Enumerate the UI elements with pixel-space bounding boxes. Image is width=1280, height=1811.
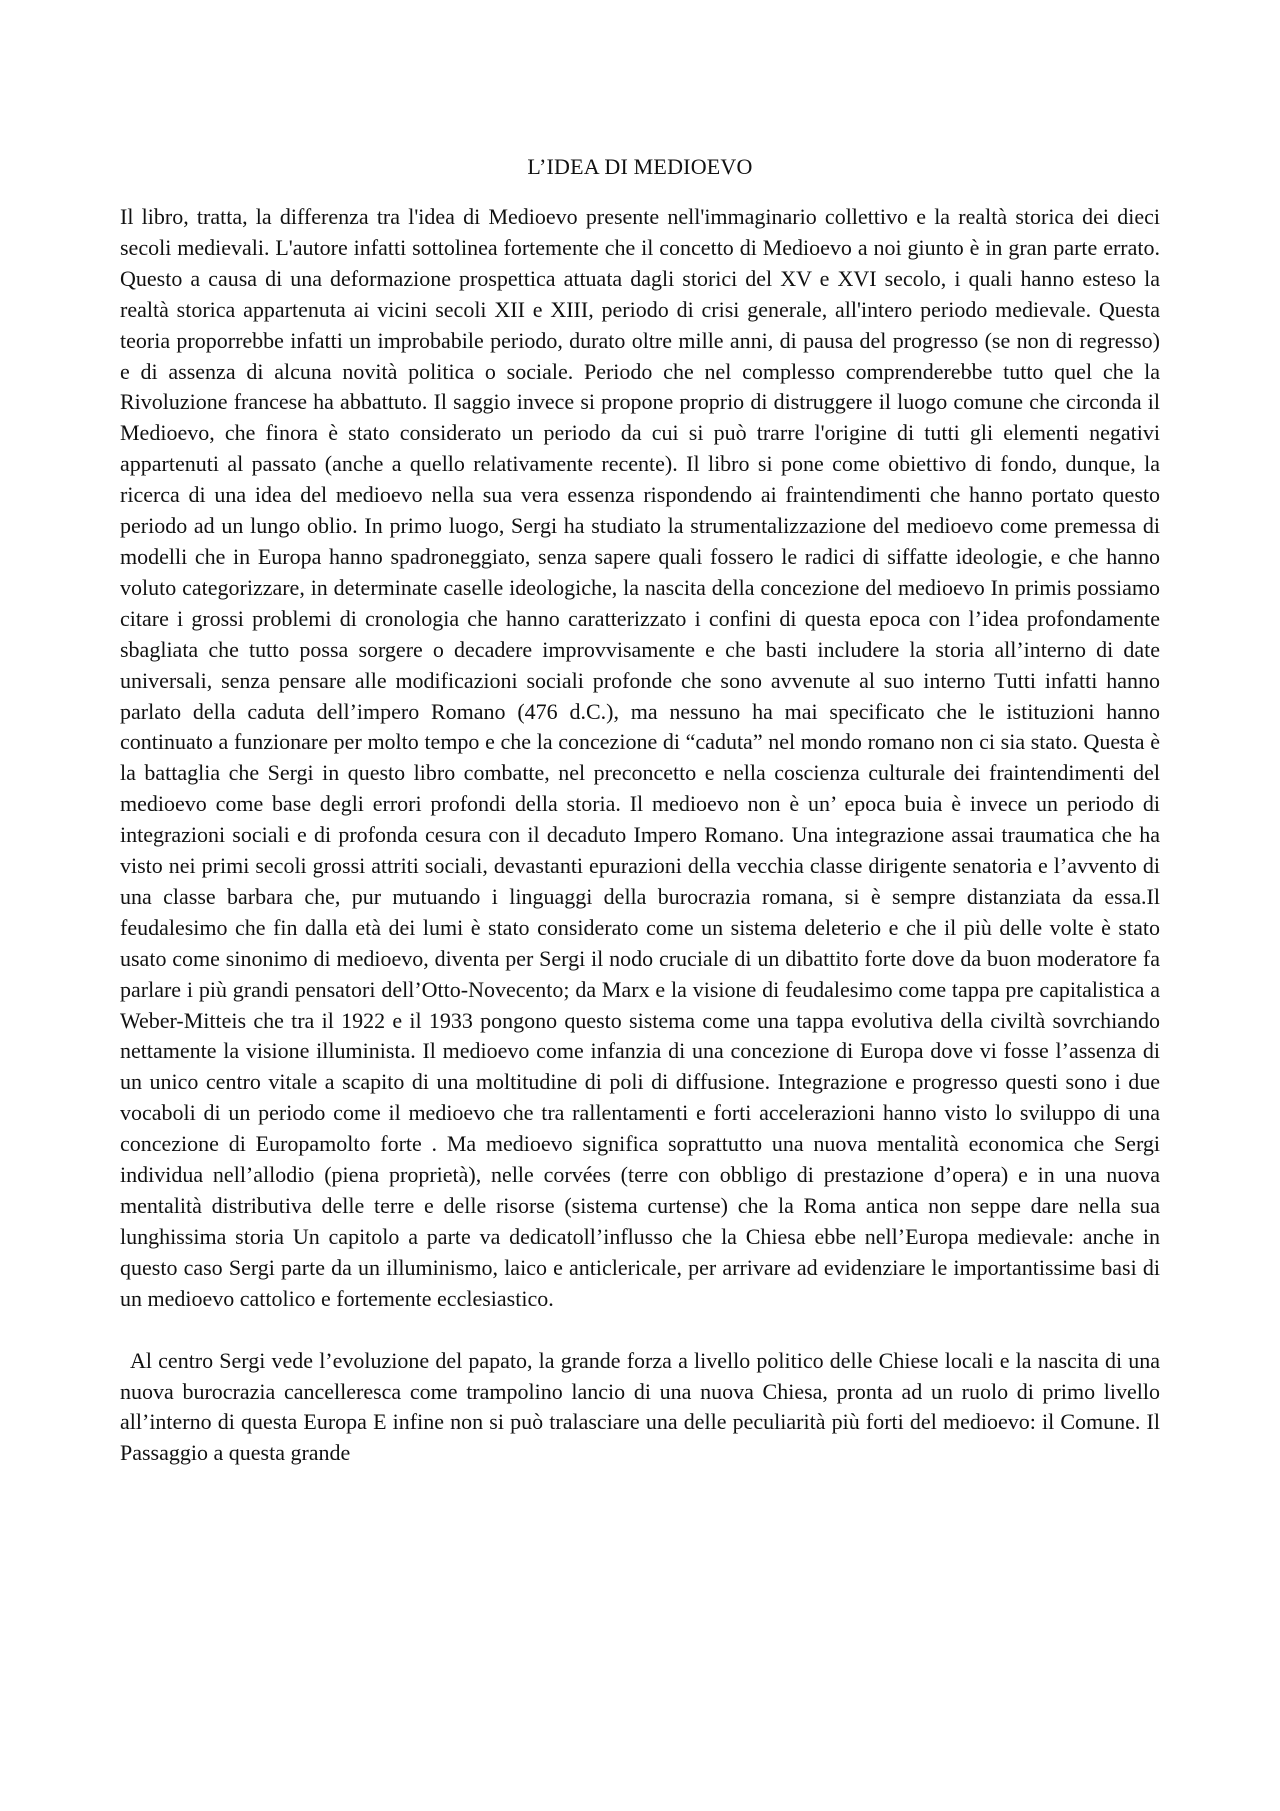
document-title: L’IDEA DI MEDIOEVO bbox=[527, 154, 753, 179]
paragraph-main: Il libro, tratta, la differenza tra l'idea di Medioevo presente nell'immaginario collettivo e la realtà storica dei dieci secoli medievali. L'autore infatti sottolinea fortemente che il concetto di Medioevo a noi giunto è in gran parte errato. Questo a causa di una deformazione prospettica attuata dagli storici del XV e XVI secolo, i quali hanno esteso la realtà storica appartenuta ai vicini secoli XII e XIII, periodo di crisi generale, all'intero periodo medievale. Questa teoria proporrebbe infatti un improbabile periodo, durato oltre mille anni, di pausa del progresso (se non di regresso) e di assenza di alcuna novità politica o sociale. Periodo che nel complesso comprenderebbe tutto quel che la Rivoluzione francese ha abbattuto. Il saggio invece si propone proprio di distruggere il luogo comune che circonda il Medioevo, che finora è stato considerato un periodo da cui si può trarre l'origine di tutti gli elementi negativi appartenuti al passato (anche a quello relativamente recente). Il libro si pone come obiettivo di fondo, dunque, la ricerca di una idea del medioevo nella sua vera essenza rispondendo ai fraintendimenti che hanno portato questo periodo ad un lungo oblio. In primo luogo, Sergi ha studiato la strumentalizzazione del medioevo come premessa di modelli che in Europa hanno spadroneggiato, senza sapere quali fossero le radici di siffatte ideologie, e che hanno voluto categorizzare, in determinate caselle ideologiche, la nascita della concezione del medioevo In primis possiamo citare i grossi problemi di cronologia che hanno caratterizzato i confini di questa epoca con l’idea profondamente sbagliata che tutto possa sorgere o decadere improvvisamente e che basti includere la storia all’interno di date universali, senza pensare alle modificazioni sociali profonde che sono avvenute al suo interno Tutti infatti hanno parlato della caduta dell’impero Romano (476 d.C.), ma nessuno ha mai specificato che le istituzioni hanno continuato a funzionare per molto tempo e che la concezione di “caduta” nel mondo romano non ci sia stato. Questa è la battaglia che Sergi in questo libro combatte, nel preconcetto e nella coscienza culturale dei fraintendimenti del medioevo come base degli errori profondi della storia. Il medioevo non è un’ epoca buia è invece un periodo di integrazioni sociali e di profonda cesura con il decaduto Impero Romano. Una integrazione assai traumatica che ha visto nei primi secoli grossi attriti sociali, devastanti epurazioni della vecchia classe dirigente senatoria e l’avvento di una classe barbara che, pur mutuando i linguaggi della burocrazia romana, si è sempre distanziata da essa.Il feudalesimo che fin dalla età dei lumi è stato considerato come un sistema deleterio e che il più delle volte è stato usato come sinonimo di medioevo, diventa per Sergi il nodo cruciale di un dibattito forte dove da buon moderatore fa parlare i più grandi pensatori dell’Otto-Novecento; da Marx e la visione di feudalesimo come tappa pre capitalistica a Weber-Mitteis che tra il 1922 e il 1933 pongono questo sistema come una tappa evolutiva della civiltà sovrchiando nettamente la visione illuminista. Il medioevo come infanzia di una concezione di Europa dove vi fosse l’assenza di un unico centro vitale a scapito di una moltitudine di poli di diffusione. Integrazione e progresso questi sono i due vocaboli di un periodo come il medioevo che tra rallentamenti e forti accelerazioni hanno visto lo sviluppo di una concezione di Europamolto forte . Ma medioevo significa soprattutto una nuova mentalità economica che Sergi individua nell’allodio (piena proprietà), nelle corvées (terre con obbligo di prestazione d’opera) e in una nuova mentalità distributiva delle terre e delle risorse (sistema curtense) che la Roma antica non seppe dare nella sua lunghissima storia Un capitolo a parte va dedicatoll’influsso che la Chiesa ebbe nell’Europa medievale: anche in questo caso Sergi parte da un illuminismo, laico e anticlericale, per arrivare ad evidenziare le importantissime basi di un medioevo cattolico e fortemente ecclesiastico. bbox=[120, 204, 1160, 1311]
document-body bbox=[120, 202, 1160, 1469]
paragraph-second: Al centro Sergi vede l’evoluzione del papato, la grande forza a livello politico delle Chiese locali e la nascita di una nuova burocrazia cancelleresca come trampolino lancio di una nuova Chiesa, pronta ad un ruolo di primo livello all’interno di questa Europa E infine non si può tralasciare una delle peculiarità più forti del medioevo: il Comune. Il Passaggio a questa grande bbox=[120, 1347, 1160, 1466]
